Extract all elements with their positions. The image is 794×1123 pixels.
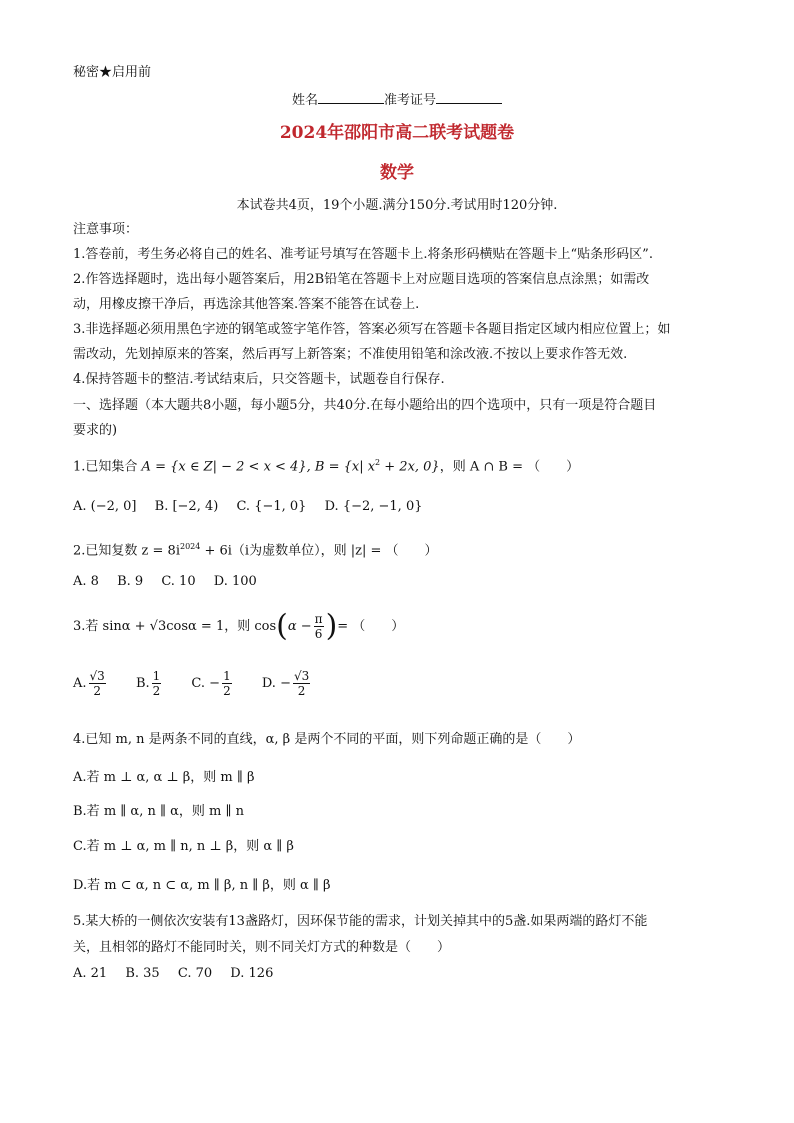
- q3-prefix: 3.若 sinα + √3cosα = 1，则 cos: [73, 619, 277, 634]
- name-blank[interactable]: [318, 91, 384, 104]
- q2-option-b[interactable]: B. 9: [117, 574, 144, 589]
- q1-suffix: ，则 A ∩ B = （ ）: [439, 459, 580, 475]
- q5-option-c[interactable]: C. 70: [177, 966, 213, 981]
- q5-option-a[interactable]: A. 21: [73, 966, 108, 981]
- q3-option-d[interactable]: [261, 669, 312, 698]
- question-5: 5.某大桥的一侧依次安装有13盏路灯，因环保节能的需求，计划关掉其中的5盏.如果两端的路灯不能: [73, 914, 648, 929]
- q1-option-c[interactable]: C. {−1, 0}: [236, 499, 307, 514]
- q4-option-d[interactable]: D.若 m ⊂ α, n ⊂ α, m ∥ β, n ∥ β，则 α ∥ β: [73, 878, 331, 893]
- id-label: 准考证号: [384, 93, 437, 108]
- q3-option-c-num: 1: [223, 669, 231, 683]
- note-item: 1.答卷前，考生务必将自己的姓名、准考证号填写在答题卡上.将条形码横贴在答题卡上“贴条形码区”.: [73, 247, 653, 262]
- question-1: [73, 455, 579, 475]
- name-id-row: [0, 91, 794, 109]
- q3-option-a-label: A.: [73, 676, 87, 691]
- q3-option-d-num: √3: [293, 669, 310, 683]
- q3-option-b-label: B.: [135, 676, 150, 691]
- q2-suffix: + 6i（i为虚数单位），则 |z| = （ ）: [200, 543, 438, 559]
- q3-option-d-den: 2: [297, 684, 306, 698]
- q3-options: [73, 665, 312, 703]
- subject-title: 数学: [380, 163, 414, 183]
- notes-heading: 注意事项：: [73, 222, 139, 237]
- q3-option-b-den: 2: [152, 684, 161, 698]
- q3-option-d-label: D. −: [261, 676, 291, 691]
- q1-option-a[interactable]: A. (−2, 0]: [73, 499, 137, 514]
- exam-title: 2024年邵阳市高二联考试题卷: [279, 123, 515, 143]
- question-4: 4.已知 m, n 是两条不同的直线，α, β 是两个不同的平面，则下列命题正确的是（ ）: [73, 732, 581, 747]
- q2-option-a[interactable]: A. 8: [73, 574, 99, 589]
- note-item: 动，用橡皮擦干净后，再选涂其他答案.答案不能答在试卷上.: [73, 297, 420, 312]
- q4-option-c[interactable]: C.若 m ⊥ α, m ∥ n, n ⊥ β，则 α ∥ β: [73, 839, 294, 854]
- q1-options: [73, 499, 437, 515]
- note-item: 需改动，先划掉原来的答案，然后再写上新答案；不准使用铅笔和涂改液.不按以上要求作答无效.: [73, 347, 628, 362]
- q1-option-d[interactable]: D. {−2, −1, 0}: [324, 499, 423, 514]
- section-heading-cont: 要求的): [73, 423, 118, 438]
- q3-right-paren: ): [325, 608, 338, 644]
- q2-option-d[interactable]: D. 100: [213, 574, 257, 589]
- question-2: [73, 539, 438, 559]
- q5-option-d[interactable]: D. 126: [230, 966, 274, 981]
- section-heading: 一、选择题（本大题共8小题，每小题5分，共40分.在每小题给出的四个选项中，只有一项是符合题目: [73, 398, 657, 413]
- q3-option-a-den: 2: [93, 684, 101, 698]
- q4-option-b[interactable]: B.若 m ∥ α, n ∥ α，则 m ∥ n: [73, 804, 244, 819]
- q3-option-b-num: 1: [152, 669, 161, 683]
- question-3: [73, 610, 404, 644]
- q2-exp: 2024: [179, 542, 201, 551]
- q5-option-b[interactable]: B. 35: [125, 966, 160, 981]
- q1-option-b[interactable]: B. [−2, 4): [154, 499, 219, 514]
- q3-frac-den: 6: [314, 627, 323, 641]
- exam-info: 本试卷共4页，19个小题.满分150分.考试用时120分钟.: [236, 198, 558, 213]
- q2-prefix: 2.已知复数 z = 8i: [73, 543, 180, 559]
- note-item: 2.作答选择题时，选出每小题答案后，用2B铅笔在答题卡上对应题目选项的答案信息点涂黑；如需改: [73, 272, 650, 287]
- q3-option-c[interactable]: [191, 669, 233, 698]
- q2-option-c[interactable]: C. 10: [161, 574, 196, 589]
- q1-prefix: 1.已知集合: [73, 459, 138, 475]
- id-blank[interactable]: [436, 91, 502, 104]
- q4-option-a[interactable]: A.若 m ⊥ α, α ⊥ β，则 m ∥ β: [73, 770, 255, 785]
- q3-frac-num: π: [314, 612, 323, 626]
- q1-set-b-exp: 2: [375, 458, 381, 467]
- q1-set-b: , B = {x| x: [306, 459, 376, 475]
- q2-options: [73, 574, 271, 590]
- note-item: 4.保持答题卡的整洁.考试结束后，只交答题卡，试题卷自行保存.: [73, 372, 445, 387]
- q3-fraction: [314, 612, 324, 641]
- q1-set-a: A = {x ∈ Z| − 2 < x < 4}: [141, 459, 307, 475]
- q3-left-paren: (: [276, 608, 288, 644]
- q3-inner: α −: [287, 619, 312, 634]
- q3-suffix: = （ ）: [337, 619, 405, 634]
- q3-option-a[interactable]: [73, 669, 108, 698]
- q3-option-a-num: √3: [89, 669, 105, 683]
- q3-option-b[interactable]: [135, 669, 163, 698]
- name-label: 姓名: [291, 93, 318, 108]
- secret-label: 秘密★启用前: [73, 65, 152, 80]
- q5-options: [73, 966, 287, 982]
- q3-option-c-den: 2: [223, 684, 231, 698]
- note-item: 3.非选择题必须用黑色字迹的钢笔或签字笔作答，答案必须写在答题卡各题目指定区域内相应位置上；如: [73, 322, 671, 337]
- q3-option-c-label: C. −: [191, 676, 221, 691]
- question-5-cont: 关，且相邻的路灯不能同时关，则不同关灯方式的种数是（ ）: [73, 940, 451, 955]
- q1-set-b-tail: + 2x, 0}: [380, 459, 440, 475]
